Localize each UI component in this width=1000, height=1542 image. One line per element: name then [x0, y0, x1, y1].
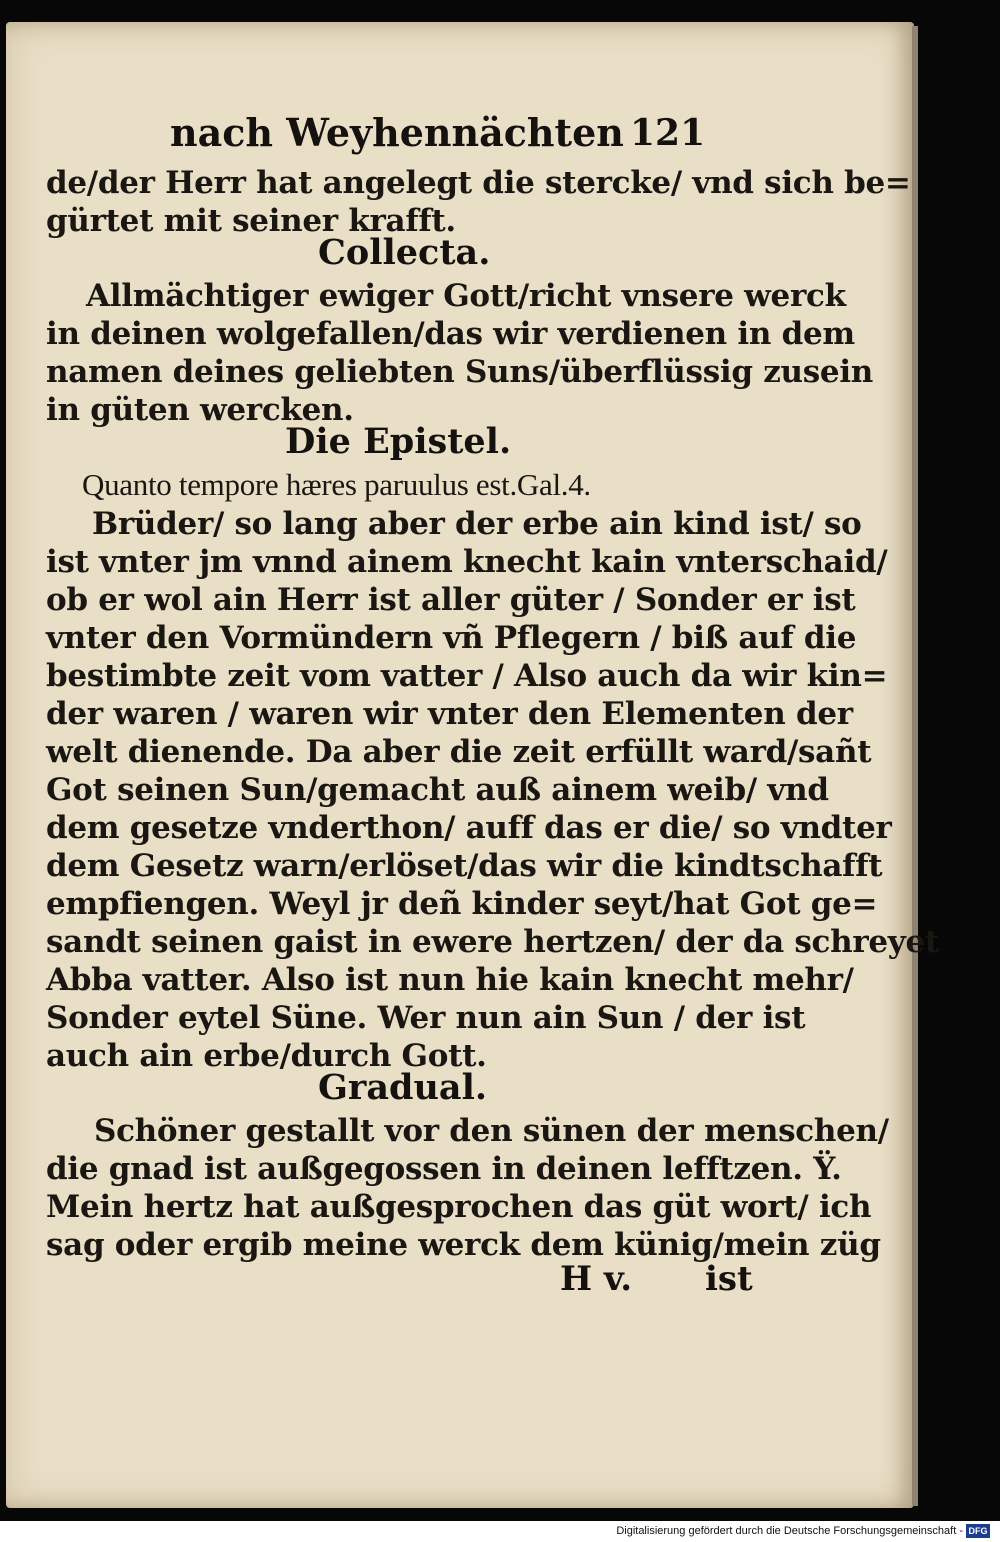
- text-line-4: in deinen wolgefallen/das wir verdienen in dem: [46, 316, 855, 352]
- text-line-24: die gnad ist außgegossen in deinen lefftzen. Ÿ.: [46, 1151, 842, 1187]
- text-line-8: Brüder/ so lang aber der erbe ain kind ist/ so: [92, 506, 862, 542]
- text-line-18: empfiengen. Weyl jr deñ kinder seyt/hat Got ge=: [46, 886, 878, 922]
- page-edge-shadow: [912, 26, 918, 1506]
- text-line-6: in güten wercken.: [46, 392, 354, 428]
- text-line-16: dem gesetze vnderthon/ auff das er die/ so vndter: [46, 810, 892, 846]
- latin-reference: Quanto tempore hæres paruulus est.Gal.4.: [82, 467, 591, 502]
- text-line-20: Abba vatter. Also ist nun hie kain knecht mehr/: [46, 962, 854, 998]
- text-line-2: gürtet mit seiner krafft.: [46, 203, 456, 239]
- running-header: nach Weyhennächten: [170, 110, 624, 155]
- text-line-25: Mein hertz hat außgesprochen das güt wort/ ich: [46, 1189, 872, 1225]
- text-line-14: welt dienende. Da aber die zeit erfüllt ward/sañt: [46, 734, 872, 770]
- text-line-10: ob er wol ain Herr ist aller güter / Sonder er ist: [46, 582, 856, 618]
- text-line-3: Allmächtiger ewiger Gott/richt vnsere werck: [86, 278, 846, 314]
- signature-mark: H v.: [560, 1259, 633, 1299]
- text-line-5: namen deines geliebten Suns/überflüssig zusein: [46, 354, 874, 390]
- text-line-12: bestimbte zeit vom vatter / Also auch da wir kin=: [46, 658, 888, 694]
- page-number: 121: [630, 112, 706, 154]
- text-line-21: Sonder eytel Süne. Wer nun ain Sun / der ist: [46, 1000, 806, 1036]
- text-line-11: vnter den Vormündern vñ Pflegern / biß auf die: [46, 620, 857, 656]
- text-line-1: de/der Herr hat angelegt die stercke/ vnd sich be=: [46, 165, 911, 201]
- dfg-logo: DFG: [966, 1524, 990, 1538]
- text-line-9: ist vnter jm vnnd ainem knecht kain vnterschaid/: [46, 544, 888, 580]
- text-line-22: auch ain erbe/durch Gott.: [46, 1038, 487, 1074]
- text-line-19: sandt seinen gaist in ewere hertzen/ der da schreyet: [46, 924, 939, 960]
- text-line-26: sag oder ergib meine werck dem künig/mein züg: [46, 1227, 881, 1263]
- catchword: ist: [705, 1259, 753, 1299]
- heading-collecta: Collecta.: [318, 232, 491, 273]
- text-line-13: der waren / waren wir vnter den Elementen der: [46, 696, 853, 732]
- heading-gradual: Gradual.: [318, 1067, 488, 1108]
- text-line-15: Got seinen Sun/gemacht auß ainem weib/ vnd: [46, 772, 829, 808]
- funding-notice: Digitalisierung gefördert durch die Deutsche Forschungsgemeinschaft -: [616, 1525, 963, 1537]
- text-line-23: Schöner gestallt vor den sünen der menschen/: [94, 1113, 889, 1149]
- text-line-17: dem Gesetz warn/erlöset/das wir die kindtschafft: [46, 848, 883, 884]
- heading-epistel: Die Epistel.: [285, 421, 512, 462]
